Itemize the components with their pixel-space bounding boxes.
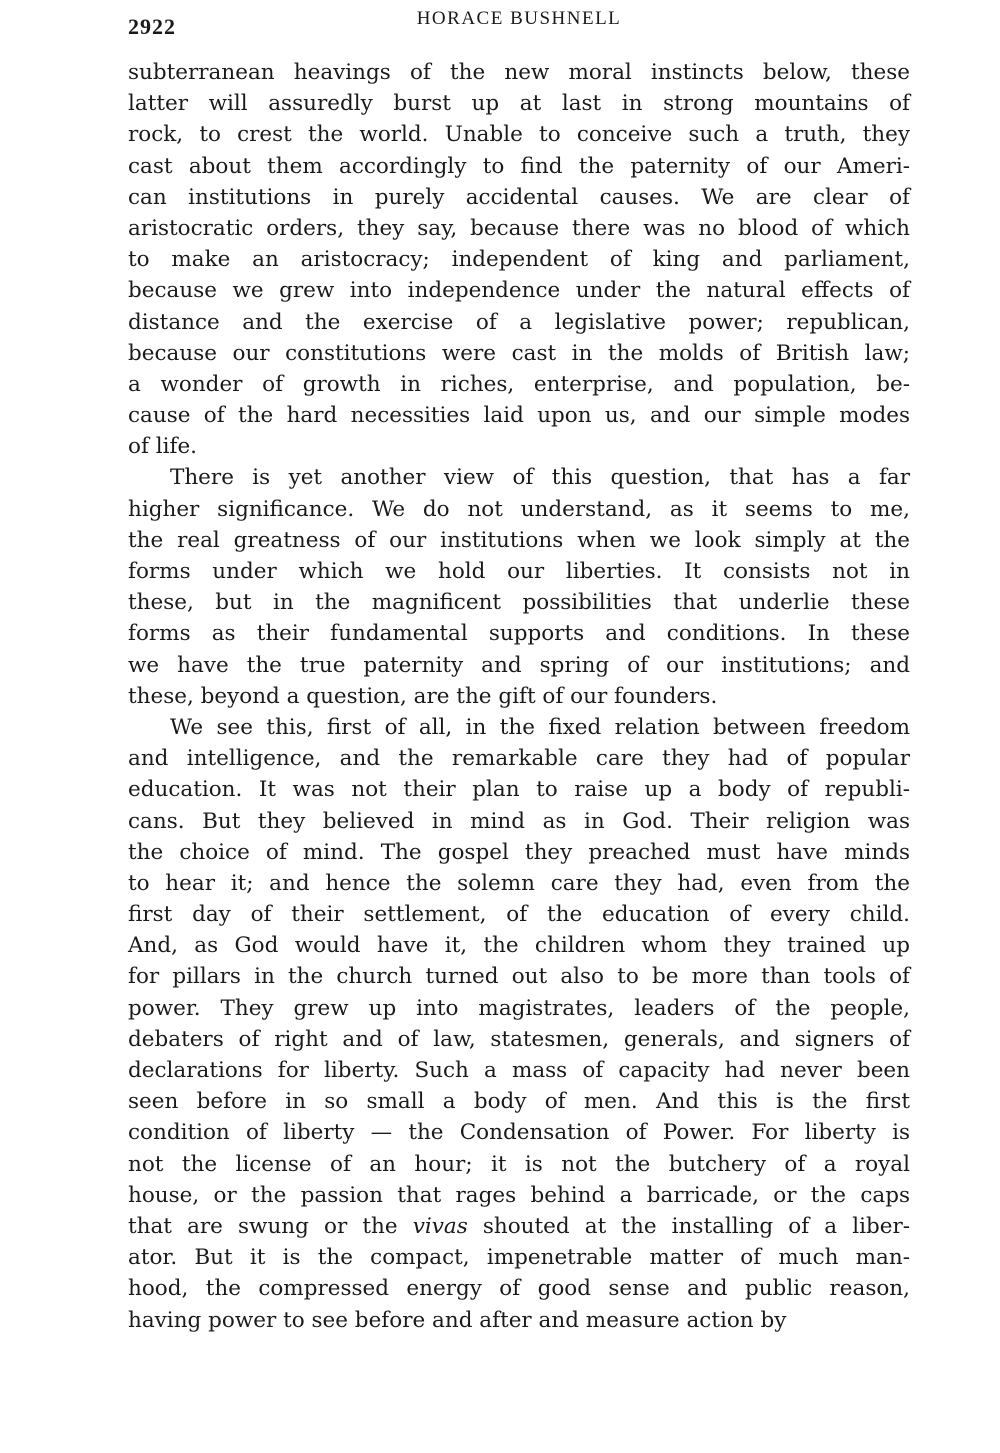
text-line: and intelligence, and the remarkable care they had of popular <box>128 746 910 772</box>
text-line: condition of liberty — the Condensation of Power. For liberty is <box>128 1120 910 1146</box>
text-line: of life. <box>128 434 198 460</box>
text-line: these, beyond a question, are the gift of our founders. <box>128 683 718 709</box>
text-line: because our constitutions were cast in the molds of British law; <box>128 340 910 366</box>
text-line: not the license of an hour; it is not the butchery of a royal <box>128 1151 910 1177</box>
running-title: HORACE BUSHNELL <box>416 8 622 29</box>
text-line: hood, the compressed energy of good sense and public reason, <box>128 1276 910 1302</box>
running-head <box>128 8 910 38</box>
paragraph <box>128 57 910 462</box>
text-line: because we grew into independence under the natural effects of <box>128 278 910 304</box>
text-line: There is yet another view of this question, that has a far <box>170 465 910 491</box>
paragraph <box>128 712 910 1336</box>
text-line: distance and the exercise of a legislative power; republican, <box>128 309 910 335</box>
text-line: that are swung or the vivas shouted at the installing of a liber- <box>128 1213 910 1239</box>
text-line: can institutions in purely accidental causes. We are clear of <box>128 184 910 210</box>
text-line: We see this, first of all, in the fixed relation between freedom <box>170 714 910 740</box>
text-line: to make an aristocracy; independent of king and parliament, <box>128 247 910 273</box>
text-line: power. They grew up into magistrates, leaders of the people, <box>128 995 910 1021</box>
text-line: rock, to crest the world. Unable to conceive such a truth, they <box>128 122 910 148</box>
page-number: 2922 <box>128 14 176 39</box>
text-line: these, but in the magnificent possibilities that underlie these <box>128 590 910 616</box>
text-line: the choice of mind. The gospel they preached must have minds <box>128 839 910 865</box>
text-line: subterranean heavings of the new moral instincts below, these <box>128 60 910 85</box>
text-line: first day of their settlement, of the education of every child. <box>128 902 910 928</box>
text-line: cast about them accordingly to find the paternity of our Ameri- <box>128 153 910 179</box>
text-line: And, as God would have it, the children whom they trained up <box>128 933 910 959</box>
text-line: cause of the hard necessities laid upon us, and our simple modes <box>128 403 910 429</box>
text-line: aristocratic orders, they say, because there was no blood of which <box>128 215 910 241</box>
text-line: we have the true paternity and spring of our institutions; and <box>128 652 910 678</box>
paragraph <box>128 462 910 712</box>
body-text <box>128 57 910 1336</box>
text-line: seen before in so small a body of men. And this is the first <box>128 1089 910 1115</box>
text-line: debaters of right and of law, statesmen, generals, and signers of <box>128 1026 910 1052</box>
text-line: house, or the passion that rages behind a barricade, or the caps <box>128 1182 910 1208</box>
text-line: the real greatness of our institutions when we look simply at the <box>128 527 910 553</box>
text-line: forms as their fundamental supports and conditions. In these <box>128 621 910 647</box>
text-line: a wonder of growth in riches, enterprise, and population, be- <box>128 371 910 397</box>
text-line: higher significance. We do not understand, as it seems to me, <box>128 496 910 522</box>
text-line: education. It was not their plan to raise up a body of republi- <box>128 777 910 803</box>
text-line: declarations for liberty. Such a mass of capacity had never been <box>128 1058 910 1083</box>
text-line: latter will assuredly burst up at last in strong mountains of <box>128 91 910 117</box>
text-line: for pillars in the church turned out also to be more than tools of <box>128 964 910 990</box>
text-line: having power to see before and after and measure action by <box>128 1307 787 1333</box>
text-line: forms under which we hold our liberties. It consists not in <box>128 559 910 584</box>
text-line: to hear it; and hence the solemn care they had, even from the <box>128 870 910 896</box>
text-line: cans. But they believed in mind as in God. Their religion was <box>128 808 910 834</box>
text-line: ator. But it is the compact, impenetrable matter of much man- <box>128 1245 910 1271</box>
